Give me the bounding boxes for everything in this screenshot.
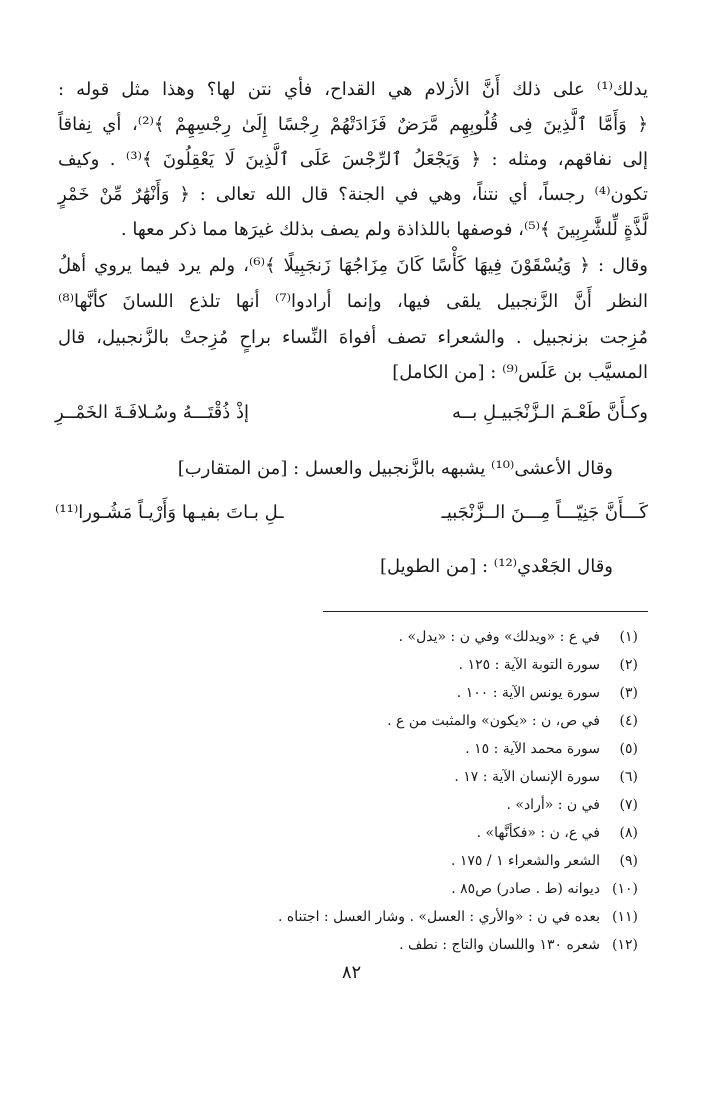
footnote-text: في ع : «ويدلك» وفي ن : «يدل» . xyxy=(398,629,600,645)
footnote-text: سورة الإنسان الآية : ١٧ . xyxy=(454,769,600,785)
body-line: تكون⁽⁴⁾ رجساً، أي نتناً، وهي في الجنة؟ قال الله تعالى : ﴿ وَأَنْهَٰرٌ مِّنْ خَمْرٍ xyxy=(58,184,649,205)
footnote-text: ديوانه (ط . صادر) ص٨٥ . xyxy=(451,881,600,897)
verse-intro-jadi: وقال الجَعْدي⁽¹²⁾ : [من الطويل] xyxy=(380,556,613,577)
verse-first-hemistich: كَـــأَنَّ جَنِيّـــاً مِـــنَ الــزَّنْجَبيـ xyxy=(441,502,648,523)
footnote-number: (٢) xyxy=(619,657,638,673)
footnote-number: (١) xyxy=(619,629,638,645)
footnote-text: سورة محمد الآية : ١٥ . xyxy=(465,741,600,757)
footnote-number: (٤) xyxy=(619,713,638,729)
body-line: إلى نفاقهم، ومثله : ﴿ وَيَجْعَلُ ٱلرِّجْسَ عَلَى ٱلَّذِينَ لَا يَعْقِلُونَ ﴾⁽³⁾ . وكيف xyxy=(58,149,648,170)
body-line: المسيَّب بن عَلَس⁽⁹⁾ : [من الكامل] xyxy=(392,362,648,383)
body-line: مُزِجت بزنجبيل . والشعراء تصف أفواهَ النِّساء براحٍ مُزِجتْ بالزَّنجبيل، قال xyxy=(58,327,648,348)
verse-second-hemistich: ـلِ بـاتَ بفيـها وَأَرْيـاً مَشُـورا⁽¹¹⁾ xyxy=(55,502,284,523)
footnote-number: (١١) xyxy=(612,909,638,925)
footnote xyxy=(78,878,638,900)
footnote-text: سورة يونس الآية : ١٠٠ . xyxy=(456,685,600,701)
footnote xyxy=(78,934,638,956)
footnote xyxy=(78,850,638,872)
footnote xyxy=(78,682,638,704)
footnote xyxy=(78,906,638,928)
footnote xyxy=(78,766,638,788)
footnote-number: (٨) xyxy=(619,825,638,841)
footnote xyxy=(78,710,638,732)
footnote-number: (٩) xyxy=(619,853,638,869)
footnote-text: في ع، ن : «فكأنَّها» . xyxy=(476,825,600,841)
footnote-text: في ن : «أراد» . xyxy=(506,797,600,813)
footnote-number: (٣) xyxy=(619,685,638,701)
footnote xyxy=(78,794,638,816)
footnote-text: شعره ١٣٠ واللسان والتاج : نطف . xyxy=(399,937,600,953)
verse-first-hemistich: وكـأَنَّ طَعْـمَ الـزَّنْجَبيـلِ بــه xyxy=(452,402,648,423)
verse-intro-asha: وقال الأعشى⁽¹⁰⁾ يشبهه بالزَّنجبيل والعسل : [من المتقارب] xyxy=(177,458,613,479)
verse-asha xyxy=(55,502,648,532)
footnote-text: الشعر والشعراء ١ / ١٧٥ . xyxy=(450,853,600,869)
footnote-separator xyxy=(323,611,648,612)
footnote-number: (٦) xyxy=(619,769,638,785)
body-line: وقال : ﴿ وَيُسْقَوْنَ فِيهَا كَأْسًا كَانَ مِزَاجُهَا زَنجَبِيلًا ﴾⁽⁶⁾، ولم يرد فيما يروي أهلُ xyxy=(58,255,648,276)
footnote-number: (٧) xyxy=(619,797,638,813)
body-line: ﴿ وَأَمَّا ٱلَّذِينَ فِى قُلُوبِهِم مَّرَضٌ فَزَادَتْهُمْ رِجْسًا إِلَىٰ رِجْسِهِمْ ﴾⁽²⁾، أي نِفاقاً xyxy=(58,114,648,135)
body-line: لَّذَّةٍ لِّلشَّٰرِبِينَ ﴾⁽⁵⁾، فوصفها باللذاذة ولم يصف بذلك غيرَها مما ذكر معها . xyxy=(120,219,648,240)
footnote xyxy=(78,822,638,844)
footnote-number: (١٢) xyxy=(612,937,638,953)
footnote xyxy=(78,626,638,648)
page-number: ٨٢ xyxy=(341,962,362,983)
footnote-text: في ص، ن : «يكون» والمثبت من ع . xyxy=(387,713,600,729)
body-line: النظر أَنَّ الزَّنجبيل يلقى فيها، وإنما أرادوا⁽⁷⁾ أنها تلذع اللسانَ كأنَّها⁽⁸⁾ xyxy=(58,291,648,312)
body-line: يدلك⁽¹⁾ على ذلك أَنَّ الأزلام هي القداح، فأي نتن لها؟ وهذا مثل قوله : xyxy=(58,79,648,100)
footnote xyxy=(78,738,638,760)
verse-second-hemistich: إذْ ذُقْتَـــهُ وسُـلافَـةَ الخَمْــرِ xyxy=(55,402,250,423)
verse-musayyab xyxy=(55,402,648,432)
footnote-text: بعده في ن : «والأري : العسل» . وشار العسل : اجتناه . xyxy=(277,909,600,925)
footnote xyxy=(78,654,638,676)
footnote-number: (١٠) xyxy=(612,881,638,897)
footnote-text: سورة التوبة الآية : ١٢٥ . xyxy=(458,657,600,673)
footnote-number: (٥) xyxy=(619,741,638,757)
